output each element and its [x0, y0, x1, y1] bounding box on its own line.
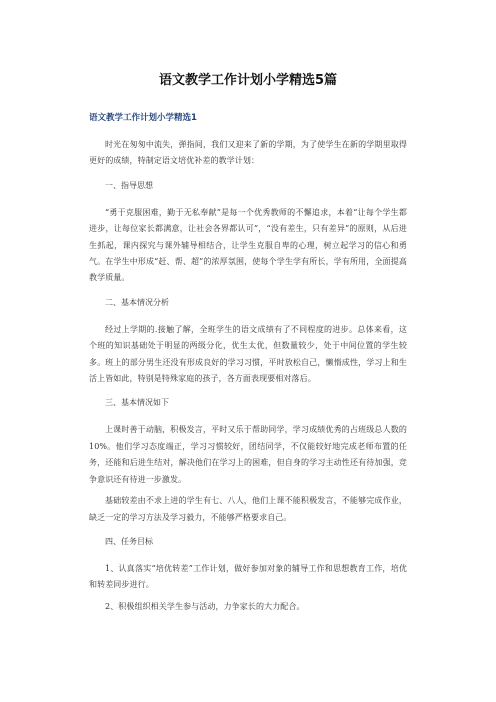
heading-task-goals: 四、任务目标 — [105, 536, 153, 546]
document-body — [89, 112, 407, 620]
paragraph-task-goal-2: 2、积极组织相关学生参与活动，力争家长的大力配合。 — [105, 601, 305, 611]
paragraph-situation-analysis: 经过上学期的.接触了解，全班学生的语文成绩有了不同程度的进步。总体来看，这个班的知识基础处于明显的两级分化，优生太优，但数量较少，处于中间位置的学生较多。班上的部分男生还没有形成良好的学习习惯，平时放松自己，懒惰成性，学习上和生活上皆如此，特别是特殊家庭的孩子，各方面表现要相对落后。 — [89, 324, 407, 384]
paragraph-basic-situation-2: 基础较差由不求上进的学生有七、八人，他们上课不能积极发言，不能够完成作业，缺乏一定的学习方法及学习毅力，不能够严格要求自己。 — [89, 496, 407, 522]
paragraph-task-goal-1: 1、认真落实“培优转差”工作计划，做好参加对象的辅导工作和思想教育工作，培优和转差同步进行。 — [89, 563, 407, 590]
paragraph-guiding-ideology: “勇于克服困难，勤于无私奉献”是每一个优秀教师的不懈追求，本着“让每个学生都进步，让每位家长都满意，让社会各界都认可”，“没有差生，只有差异”的原则，从后进生抓起，课内探究与课外辅导相结合，让学生克服自卑的心理，树立起学习的信心和勇气。在学生中形成“赶、帮、超”的浓厚氛围，使每个学生学有所长，学有所用，全面提高教学质量。 — [89, 207, 407, 283]
heading-situation-analysis: 二、基本情况分析 — [105, 297, 169, 307]
heading-basic-situation: 三、基本情况如下 — [105, 398, 169, 408]
heading-guiding-ideology: 一、指导思想 — [105, 180, 153, 190]
section-subtitle: 语文教学工作计划小学精选1 — [89, 113, 197, 123]
intro-paragraph: 时光在匆匆中流失，弹指间，我们又迎来了新的学期，为了使学生在新的学期里取得更好的成绩，特制定语文培优补差的教学计划： — [89, 140, 407, 166]
page-title: 语文教学工作计划小学精选5篇 — [158, 73, 338, 88]
paragraph-basic-situation-1: 上课时善于动脑，积极发言，平时又乐于帮助同学，学习成绩优秀的占班级总人数的10%。他们学习态度端正，学习习惯较好，团结同学，不仅能较好地完成老师布置的任务，还能和后进生结对，解决他们在学习上的困难，但自身的学习主动性还有待加强，竞争意识还有待进一步激发。 — [89, 425, 407, 484]
